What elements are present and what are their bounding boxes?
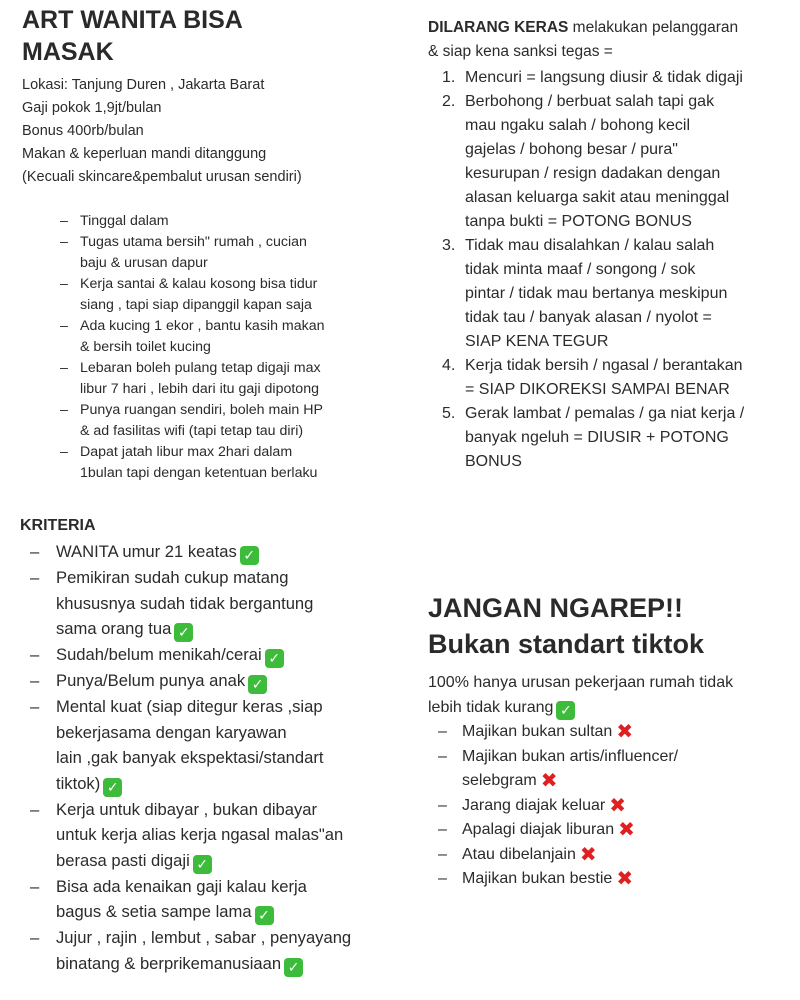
cross-icon: ✖ <box>618 819 635 841</box>
dash-bullet: – <box>60 276 68 292</box>
kriteria-line <box>56 822 400 848</box>
kriteria-line <box>56 539 400 565</box>
kriteria-text: sama orang tua <box>56 619 172 638</box>
kriteria-line <box>56 668 400 694</box>
dash-bullet: – <box>30 671 40 690</box>
bonus-text: Bonus 400rb/bulan <box>22 123 144 139</box>
job-info-section <box>22 4 412 484</box>
list-item-line: & ad fasilitas wifi (tapi tetap tau diri) <box>80 423 304 439</box>
jangan-item <box>428 867 790 892</box>
dash-bullet: – <box>60 234 68 250</box>
rule-line: tidak tau / banyak alasan / nyolot = <box>465 309 712 326</box>
jangan-text: Majikan bukan bestie <box>462 870 613 887</box>
rule-item <box>428 354 790 402</box>
kriteria-line <box>56 874 400 900</box>
rules-section <box>428 16 790 474</box>
dash-bullet: – <box>438 845 447 863</box>
rule-line: Berbohong / berbuat salah tapi gak <box>465 93 715 110</box>
check-icon: ✓ <box>248 675 267 694</box>
kriteria-text: bekerjasama dengan karyawan <box>56 722 287 742</box>
kriteria-line <box>56 565 400 591</box>
kriteria-item <box>20 874 400 926</box>
kriteria-line <box>56 797 400 823</box>
exception-text: (Kecuali skincare&pembalut urusan sendiri) <box>22 169 302 185</box>
kriteria-text: lain ,gak banyak ekspektasi/standart <box>56 748 324 767</box>
jangan-section <box>428 590 790 892</box>
list-item-line: Ada kucing 1 ekor , bantu kasih makan <box>80 318 325 334</box>
rule-line: Mencuri = langsung diusir & tidak digaji <box>465 69 743 86</box>
location-text: Lokasi: Tanjung Duren , Jakarta Barat <box>22 77 265 93</box>
rule-line: tidak minta maaf / songong / sok <box>465 261 696 278</box>
page-title: ART WANITA BISA MASAK <box>22 6 243 66</box>
kriteria-text: Jujur , rajin , lembut , sabar , penyayang <box>56 928 352 947</box>
dash-bullet: – <box>438 796 447 814</box>
dash-bullet: – <box>438 747 447 765</box>
kriteria-line <box>56 899 400 925</box>
jangan-item <box>428 818 790 843</box>
rule-line: mau ngaku salah / bohong kecil <box>465 117 691 134</box>
cross-icon: ✖ <box>616 868 634 890</box>
kriteria-item <box>20 539 400 565</box>
rule-line: alasan keluarga sakit atau meninggal <box>465 189 730 206</box>
dash-bullet: – <box>30 928 40 947</box>
rule-line: tanpa bukti = POTONG BONUS <box>465 213 692 230</box>
check-icon: ✓ <box>284 958 303 977</box>
list-item <box>22 232 412 274</box>
check-icon: ✓ <box>193 855 212 874</box>
list-item-line: baju & urusan dapur <box>80 255 208 271</box>
covered-text: Makan & keperluan mandi ditanggung <box>22 146 267 162</box>
jangan-line <box>462 867 790 892</box>
jangan-text: selebgram <box>462 772 537 789</box>
dash-bullet: – <box>60 213 68 229</box>
kriteria-item <box>20 797 400 874</box>
jangan-line <box>462 769 790 794</box>
rule-line: Tidak mau disalahkan / kalau salah <box>465 237 715 254</box>
dash-bullet: – <box>60 360 68 376</box>
dash-bullet: – <box>30 697 40 716</box>
kriteria-list <box>20 539 400 977</box>
list-item-line: siang , tapi siap dipanggil kapan saja <box>80 297 312 313</box>
kriteria-text: WANITA umur 21 keatas <box>56 542 237 561</box>
dash-bullet: – <box>438 870 447 887</box>
rule-line: Kerja tidak bersih / ngasal / berantakan <box>465 357 743 374</box>
list-item-line: & bersih toilet kucing <box>80 339 211 355</box>
list-item-line: Lebaran boleh pulang tetap digaji max <box>80 360 321 376</box>
jangan-line <box>462 794 790 819</box>
kriteria-text: Sudah/belum menikah/cerai <box>56 645 262 664</box>
rule-number: 4. <box>442 357 456 374</box>
kriteria-line <box>56 951 400 977</box>
kriteria-text: Pemikiran sudah cukup matang <box>56 568 289 587</box>
job-details <box>22 74 412 189</box>
kriteria-line <box>56 616 400 642</box>
cross-icon: ✖ <box>609 794 626 817</box>
kriteria-text: untuk kerja alias kerja ngasal malas"an <box>56 825 344 844</box>
rule-item <box>428 402 790 474</box>
list-item <box>22 442 412 484</box>
cross-icon: ✖ <box>616 721 634 743</box>
dash-bullet: – <box>438 723 447 740</box>
kriteria-line <box>56 720 400 746</box>
check-icon: ✓ <box>255 906 274 925</box>
jangan-text: Jarang diajak keluar <box>462 796 606 814</box>
rule-line: SIAP KENA TEGUR <box>465 333 609 350</box>
list-item-line: 1bulan tapi dengan ketentuan berlaku <box>80 465 318 481</box>
dash-bullet: – <box>60 402 68 418</box>
check-icon: ✓ <box>103 778 122 797</box>
jangan-item <box>428 843 790 868</box>
list-item-line: Dapat jatah libur max 2hari dalam <box>80 444 293 460</box>
jangan-description: 100% hanya urusan pekerjaan rumah tidak lebih tidak kurang ✓ <box>428 674 734 718</box>
cross-icon: ✖ <box>540 770 558 792</box>
list-item-line: Kerja santai & kalau kosong bisa tidur <box>80 276 318 292</box>
kriteria-line <box>56 848 400 874</box>
salary-text: Gaji pokok 1,9jt/bulan <box>22 100 162 116</box>
jangan-text: Apalagi diajak liburan <box>462 821 615 838</box>
jangan-line <box>462 720 790 745</box>
kriteria-text: Punya/Belum punya anak <box>56 671 246 690</box>
dash-bullet: – <box>30 876 40 896</box>
kriteria-text: bagus & setia sampe lama <box>56 902 252 921</box>
jangan-item <box>428 720 790 745</box>
kriteria-line <box>56 925 400 951</box>
dash-bullet: – <box>30 645 40 664</box>
kriteria-text: tiktok) <box>56 773 101 793</box>
list-item-line: libur 7 hari , lebih dari itu gaji dipotong <box>80 381 319 397</box>
kriteria-item <box>20 694 400 797</box>
rules-intro: DILARANG KERAS melakukan pelanggaran & siap kena sanksi tegas = <box>428 19 739 60</box>
rule-line: pintar / tidak mau bertanya meskipun <box>465 285 728 302</box>
dash-bullet: – <box>438 821 447 838</box>
kriteria-line <box>56 642 400 668</box>
dash-bullet: – <box>30 799 40 819</box>
rule-line: kesurupan / resign dadakan dengan <box>465 165 721 182</box>
rule-number: 5. <box>442 405 456 422</box>
kriteria-line <box>56 591 400 617</box>
job-points-list <box>22 211 412 484</box>
jangan-line <box>462 843 790 868</box>
rule-item <box>428 90 790 234</box>
list-item-line: Tugas utama bersih" rumah , cucian <box>80 234 307 250</box>
list-item <box>22 211 412 232</box>
kriteria-text: khususnya sudah tidak bergantung <box>56 593 314 613</box>
list-item <box>22 358 412 400</box>
list-item-line: Punya ruangan sendiri, boleh main HP <box>80 402 323 418</box>
rules-list <box>428 66 790 474</box>
rule-item <box>428 234 790 354</box>
list-item <box>22 316 412 358</box>
kriteria-section <box>20 515 400 977</box>
jangan-item <box>428 745 790 794</box>
rule-number: 1. <box>442 69 456 86</box>
kriteria-text: berasa pasti digaji <box>56 850 190 870</box>
jangan-text: Majikan bukan sultan <box>462 723 613 740</box>
check-icon: ✓ <box>240 546 259 565</box>
jangan-text: Atau dibelanjain <box>462 845 576 863</box>
kriteria-line <box>56 745 400 771</box>
kriteria-line <box>56 694 400 720</box>
jangan-text: Majikan bukan artis/influencer/ <box>462 747 679 765</box>
rule-line: gajelas / bohong besar / pura" <box>465 141 678 158</box>
kriteria-item <box>20 642 400 668</box>
rule-item <box>428 66 790 90</box>
kriteria-text: Mental kuat (siap ditegur keras ,siap <box>56 697 323 716</box>
rule-line: Gerak lambat / pemalas / ga niat kerja / <box>465 405 745 422</box>
rule-number: 3. <box>442 237 456 254</box>
kriteria-text: binatang & berprikemanusiaan <box>56 953 282 973</box>
kriteria-text: Kerja untuk dibayar , bukan dibayar <box>56 799 318 819</box>
kriteria-item <box>20 925 400 977</box>
list-item <box>22 274 412 316</box>
jangan-line <box>462 745 790 770</box>
kriteria-title: KRITERIA <box>20 517 96 534</box>
rule-line: BONUS <box>465 453 522 470</box>
kriteria-item <box>20 668 400 694</box>
cross-icon: ✖ <box>579 843 597 866</box>
jangan-list <box>428 720 790 892</box>
list-item-line: Tinggal dalam <box>80 213 169 229</box>
kriteria-item <box>20 565 400 642</box>
dash-bullet: – <box>60 444 68 460</box>
rule-line: banyak ngeluh = DIUSIR + POTONG <box>465 429 729 446</box>
jangan-item <box>428 794 790 819</box>
check-icon: ✓ <box>174 623 193 642</box>
kriteria-text: Bisa ada kenaikan gaji kalau kerja <box>56 876 307 896</box>
kriteria-line <box>56 771 400 797</box>
check-icon: ✓ <box>556 701 575 720</box>
dash-bullet: – <box>60 318 68 334</box>
list-item <box>22 400 412 442</box>
jangan-line <box>462 818 790 843</box>
dash-bullet: – <box>30 568 40 587</box>
jangan-heading: JANGAN NGAREP!! Bukan standart tiktok <box>428 593 705 659</box>
dash-bullet: – <box>30 542 40 561</box>
check-icon: ✓ <box>265 649 284 668</box>
rule-number: 2. <box>442 93 456 110</box>
rule-line: = SIAP DIKOREKSI SAMPAI BENAR <box>465 381 730 398</box>
